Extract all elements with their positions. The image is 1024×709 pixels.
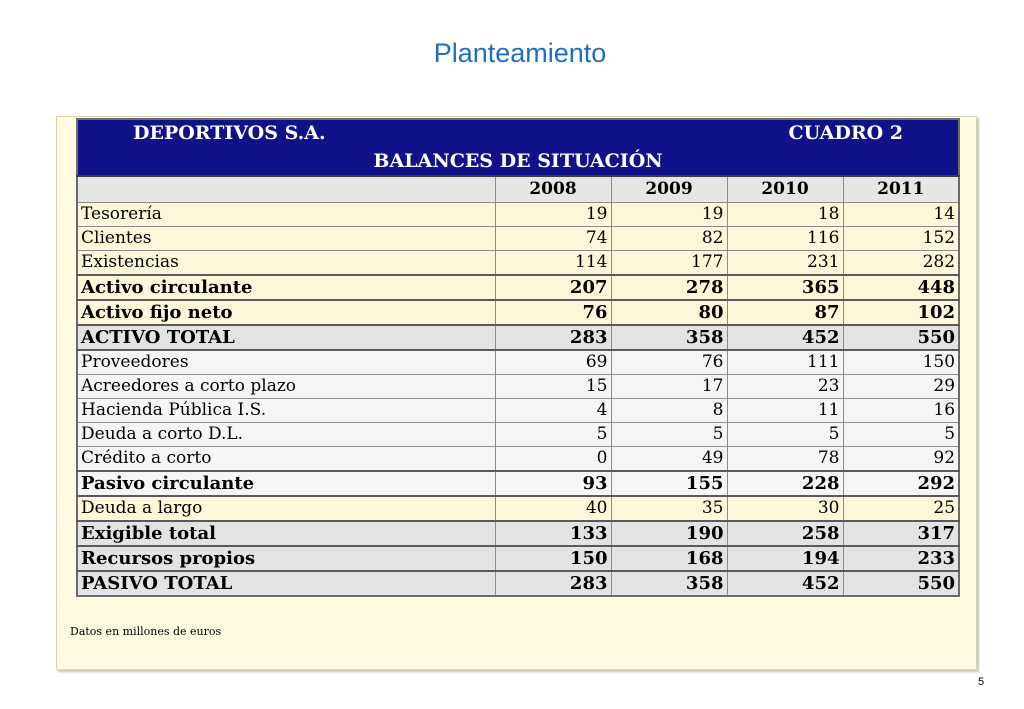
row-label: Proveedores [77, 350, 495, 375]
row-value: 17 [611, 375, 727, 399]
row-value: 11 [727, 399, 843, 423]
table-row [77, 300, 959, 325]
row-value: 19 [611, 203, 727, 227]
row-value: 78 [727, 447, 843, 472]
row-value: 292 [843, 471, 959, 496]
years-label-cell [77, 176, 495, 203]
row-value: 40 [495, 496, 611, 521]
table-row [77, 275, 959, 300]
row-value: 93 [495, 471, 611, 496]
row-value: 278 [611, 275, 727, 300]
row-label: Recursos propios [77, 546, 495, 571]
row-label: Hacienda Pública I.S. [77, 399, 495, 423]
row-label: Tesorería [77, 203, 495, 227]
row-value: 0 [495, 447, 611, 472]
row-value: 207 [495, 275, 611, 300]
table-row [77, 546, 959, 571]
row-label: Clientes [77, 227, 495, 251]
table-subtitle: BALANCES DE SITUACIÓN [77, 148, 959, 177]
table-subtitle-row [77, 148, 959, 177]
row-label: ACTIVO TOTAL [77, 325, 495, 350]
row-value: 76 [495, 300, 611, 325]
row-value: 358 [611, 325, 727, 350]
slide-title: Planteamiento [433, 38, 607, 68]
row-value: 5 [843, 423, 959, 447]
row-label: Deuda a largo [77, 496, 495, 521]
row-value: 8 [611, 399, 727, 423]
table-row [77, 471, 959, 496]
table-row [77, 203, 959, 227]
years-row [77, 176, 959, 203]
table-row [77, 350, 959, 375]
row-value: 5 [495, 423, 611, 447]
row-value: 194 [727, 546, 843, 571]
row-value: 550 [843, 571, 959, 596]
row-label: Existencias [77, 251, 495, 276]
table-row [77, 521, 959, 546]
row-label: Exigible total [77, 521, 495, 546]
year-cell: 2009 [611, 176, 727, 203]
row-value: 114 [495, 251, 611, 276]
row-value: 317 [843, 521, 959, 546]
table-row [77, 447, 959, 472]
row-value: 452 [727, 325, 843, 350]
row-value: 92 [843, 447, 959, 472]
table-row [77, 375, 959, 399]
row-value: 150 [495, 546, 611, 571]
row-label: Crédito a corto [77, 447, 495, 472]
row-value: 76 [611, 350, 727, 375]
company-name: DEPORTIVOS S.A. [133, 122, 326, 144]
table-row [77, 423, 959, 447]
row-value: 152 [843, 227, 959, 251]
row-value: 16 [843, 399, 959, 423]
row-value: 23 [727, 375, 843, 399]
table-row [77, 227, 959, 251]
row-value: 231 [727, 251, 843, 276]
row-value: 550 [843, 325, 959, 350]
row-value: 452 [727, 571, 843, 596]
row-value: 14 [843, 203, 959, 227]
row-value: 15 [495, 375, 611, 399]
row-value: 283 [495, 325, 611, 350]
row-value: 25 [843, 496, 959, 521]
row-label: Deuda a corto D.L. [77, 423, 495, 447]
row-value: 358 [611, 571, 727, 596]
row-value: 74 [495, 227, 611, 251]
units-note: Datos en millones de euros [70, 625, 222, 638]
row-value: 82 [611, 227, 727, 251]
row-value: 111 [727, 350, 843, 375]
row-value: 5 [727, 423, 843, 447]
row-value: 150 [843, 350, 959, 375]
row-value: 448 [843, 275, 959, 300]
table-id: CUADRO 2 [788, 122, 904, 144]
row-label: Acreedores a corto plazo [77, 375, 495, 399]
balance-sheet-table [76, 118, 960, 597]
row-value: 102 [843, 300, 959, 325]
row-value: 177 [611, 251, 727, 276]
row-value: 35 [611, 496, 727, 521]
row-value: 233 [843, 546, 959, 571]
table-row [77, 399, 959, 423]
row-value: 116 [727, 227, 843, 251]
row-value: 29 [843, 375, 959, 399]
row-value: 30 [727, 496, 843, 521]
page-number: 5 [978, 676, 985, 688]
row-value: 155 [611, 471, 727, 496]
row-value: 5 [611, 423, 727, 447]
row-value: 19 [495, 203, 611, 227]
year-cell: 2011 [843, 176, 959, 203]
row-value: 258 [727, 521, 843, 546]
row-label: Pasivo circulante [77, 471, 495, 496]
row-value: 80 [611, 300, 727, 325]
row-value: 69 [495, 350, 611, 375]
row-value: 87 [727, 300, 843, 325]
row-value: 228 [727, 471, 843, 496]
year-cell: 2008 [495, 176, 611, 203]
table-row [77, 325, 959, 350]
table-header-cell [77, 119, 959, 148]
row-value: 18 [727, 203, 843, 227]
row-value: 365 [727, 275, 843, 300]
row-value: 190 [611, 521, 727, 546]
table-header-row [77, 119, 959, 148]
row-value: 282 [843, 251, 959, 276]
table-row [77, 251, 959, 276]
row-value: 133 [495, 521, 611, 546]
row-label: PASIVO TOTAL [77, 571, 495, 596]
table-row [77, 496, 959, 521]
row-label: Activo fijo neto [77, 300, 495, 325]
row-value: 283 [495, 571, 611, 596]
year-cell: 2010 [727, 176, 843, 203]
table-row [77, 571, 959, 596]
row-value: 4 [495, 399, 611, 423]
row-value: 168 [611, 546, 727, 571]
row-label: Activo circulante [77, 275, 495, 300]
row-value: 49 [611, 447, 727, 472]
